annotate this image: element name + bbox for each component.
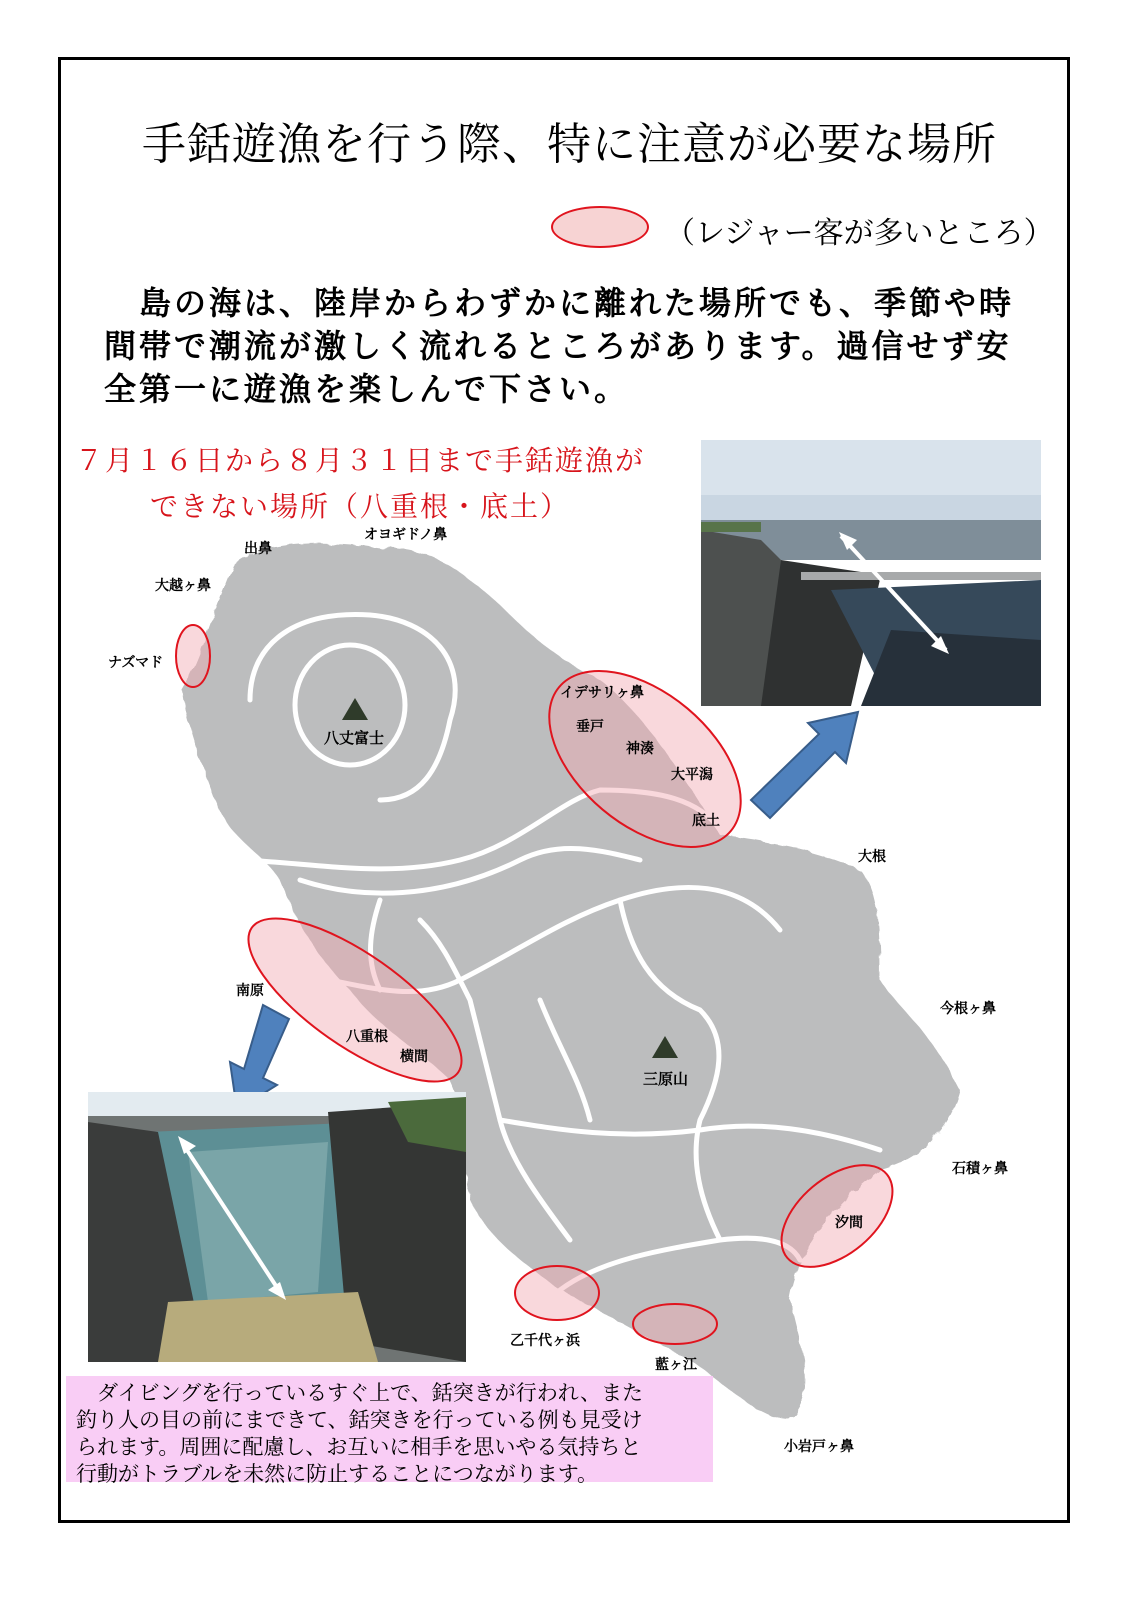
place-label: 垂戸 [576,719,604,735]
notice-line: できない場所（八重根・底土） [149,490,570,523]
mountain-label: 三原山 [643,1070,689,1088]
intro-line: 島の海は、陸岸からわずかに離れた場所でも、季節や時 [104,284,1015,322]
place-label: 大越ヶ鼻 [155,578,211,594]
place-label: 出鼻 [244,541,272,557]
arrow-to-sokodo-photo [751,712,858,818]
photo-yaene-cove [88,1092,466,1362]
photo-sokodo-coast [701,440,1041,706]
place-label: 乙千代ヶ浜 [510,1333,580,1349]
place-label: 八重根 [346,1029,388,1045]
note-line: ダイビングを行っているすぐ上で、銛突きが行われ、また [76,1381,643,1405]
place-label: 汐間 [835,1215,863,1231]
place-label: 大平潟 [671,767,713,783]
intro-line: 間帯で潮流が激しく流れるところがあります。過信せず安 [104,327,1012,365]
place-label: 底土 [692,813,720,829]
caution-oval-nazumado [176,625,210,687]
place-label: 藍ヶ江 [655,1357,697,1373]
place-label: 今根ヶ鼻 [940,1001,996,1017]
note-line: 釣り人の目の前にまできて、銛突きを行っている例も見受け [76,1408,643,1432]
place-label: ナズマド [108,655,164,671]
caution-oval-aigae [633,1304,717,1344]
mountain-label: 八丈富士 [324,729,385,747]
notice-line: ７月１６日から８月３１日まで手銛遊漁が [74,444,645,477]
place-label: イデサリヶ鼻 [560,685,644,701]
place-label: 神湊 [626,741,654,757]
place-label: オヨギドノ鼻 [364,527,448,543]
place-label: 小岩戸ヶ鼻 [784,1439,854,1455]
place-label: 南原 [236,983,264,999]
legend-label: （レジャー客が多いところ） [665,216,1054,251]
bottom-note [66,1376,713,1486]
place-label: 横間 [400,1049,428,1065]
page-title: 手銛遊漁を行う際、特に注意が必要な場所 [142,119,997,170]
place-label: 大根 [858,849,886,865]
note-line: 行動がトラブルを未然に防止することにつながります。 [76,1462,599,1486]
place-label: 石積ヶ鼻 [952,1161,1008,1177]
caution-oval-otochiyo [515,1266,599,1320]
intro-line: 全第一に遊漁を楽しんで下さい。 [104,370,630,408]
note-line: られます。周囲に配慮し、お互いに相手を思いやる気持ちと [76,1435,642,1459]
